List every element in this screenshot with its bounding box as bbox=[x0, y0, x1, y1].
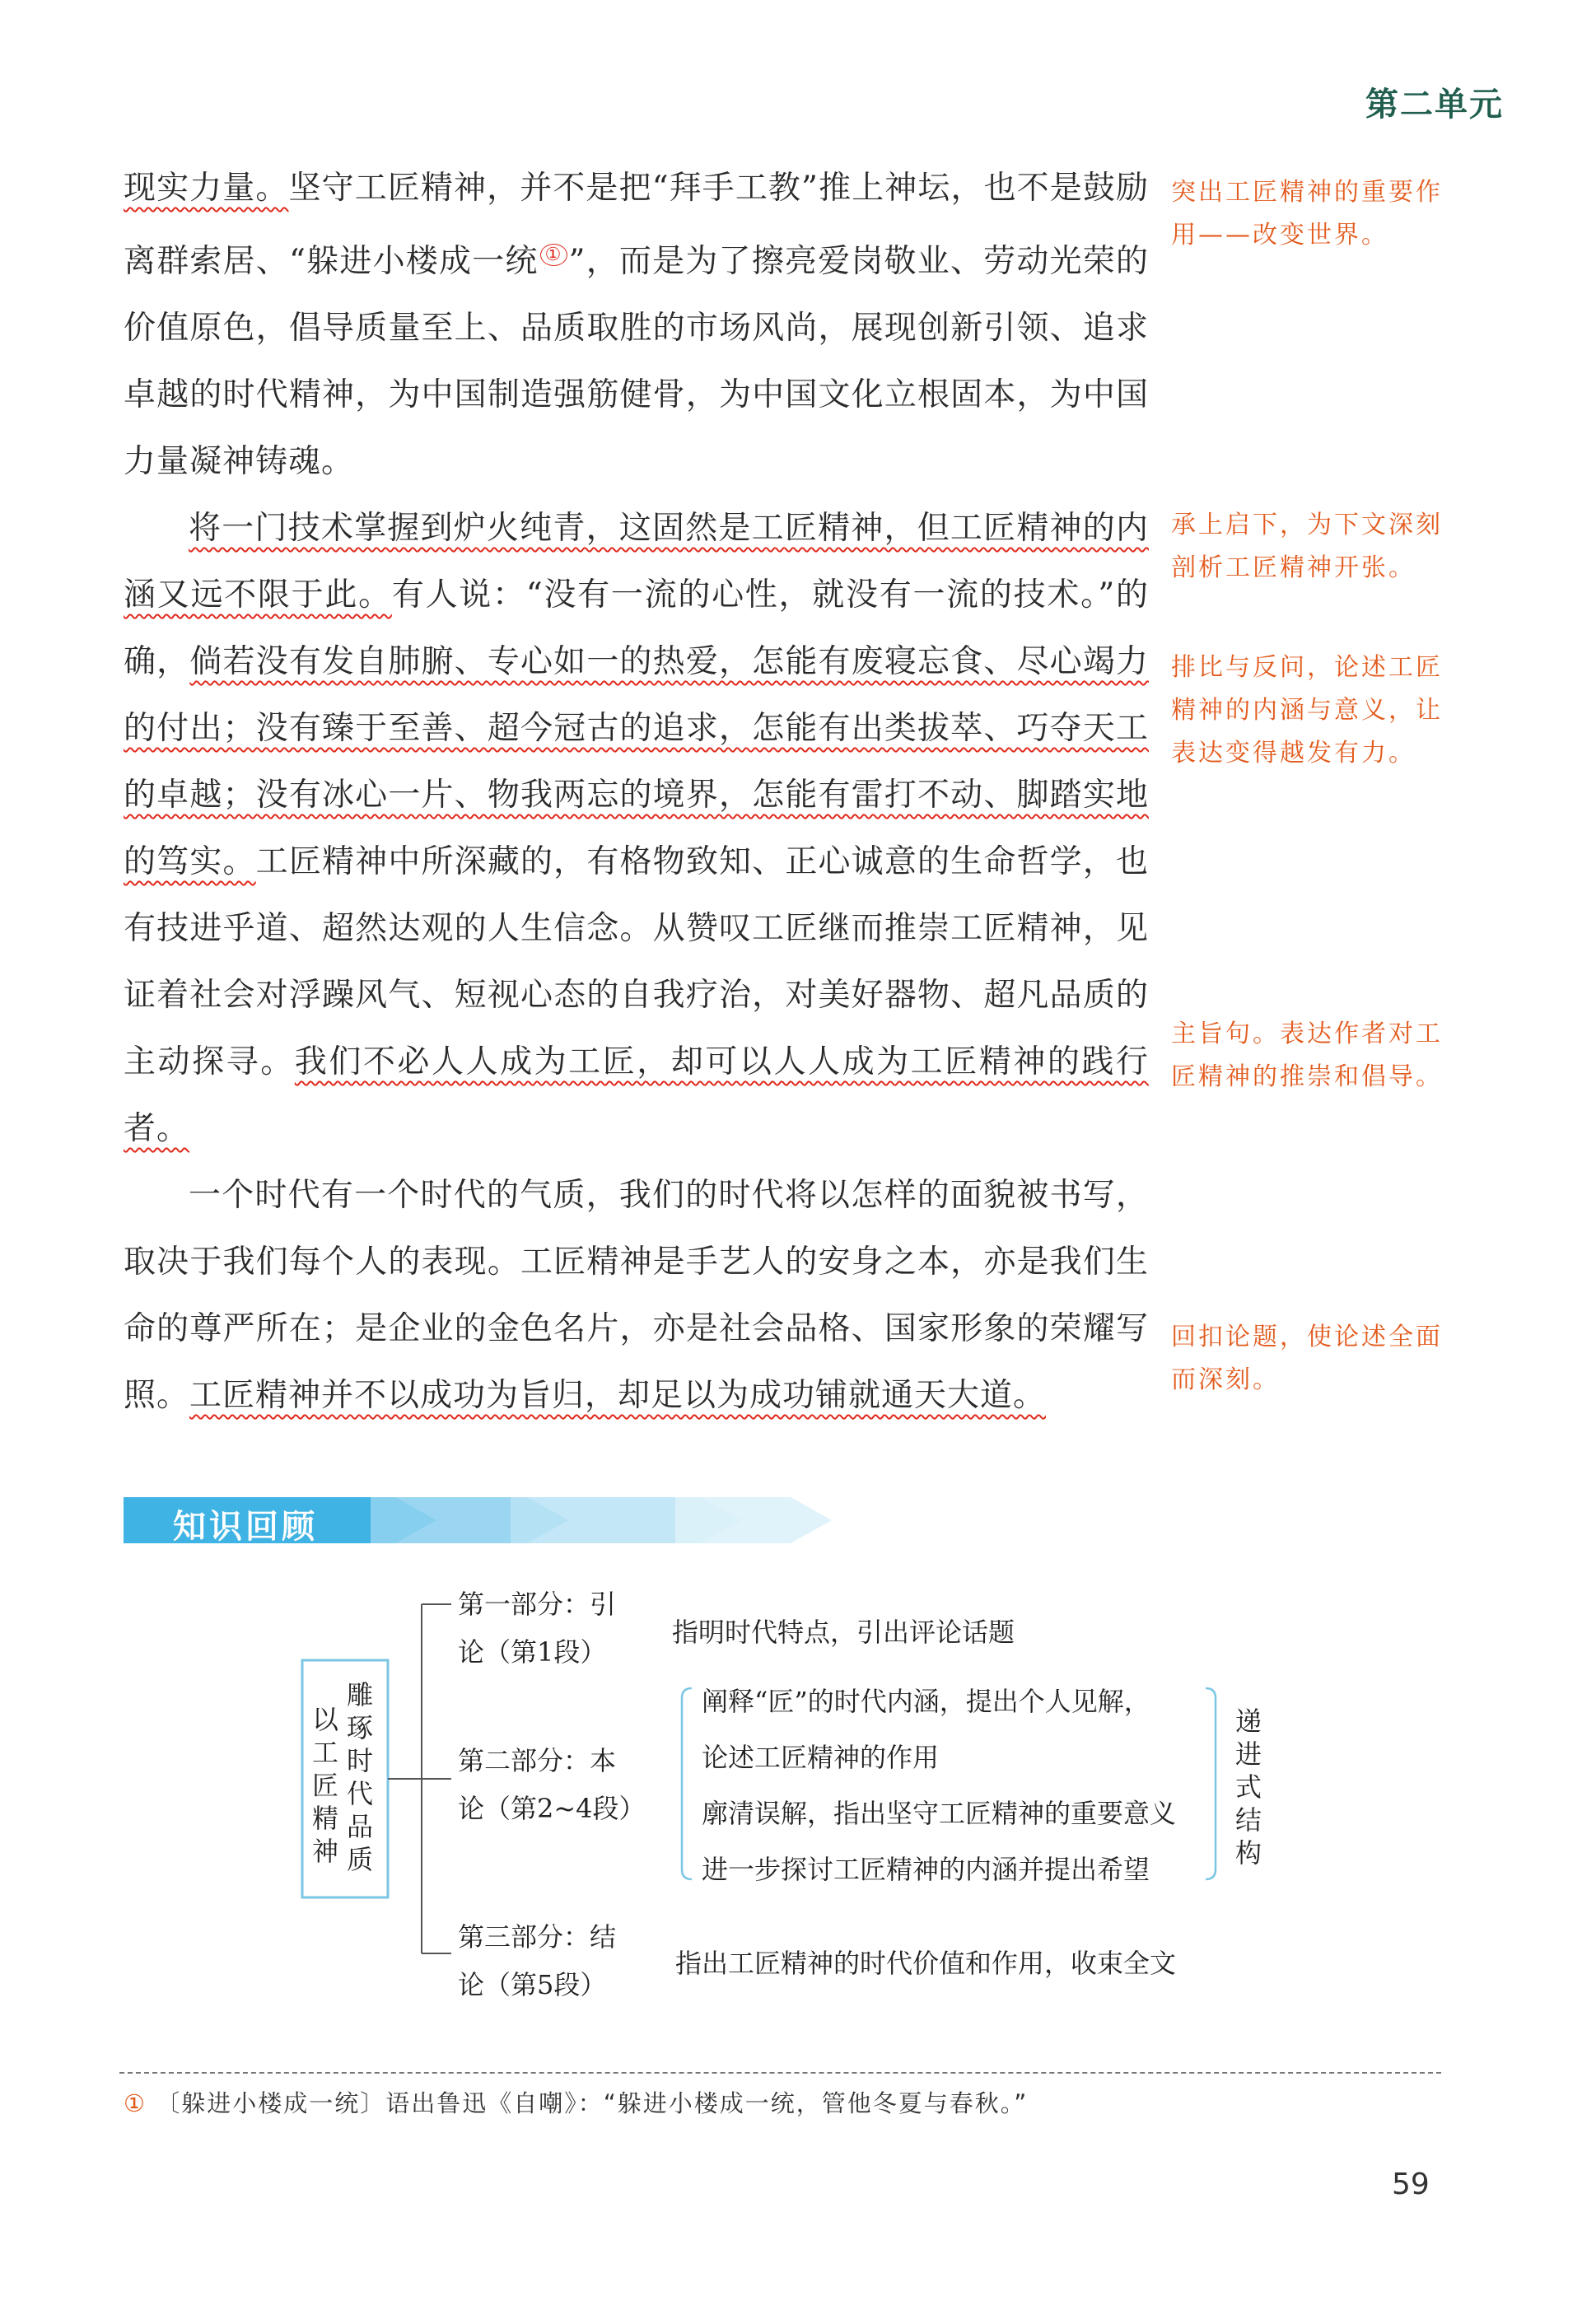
paragraph-3 bbox=[124, 1162, 1149, 1429]
margin-note: 承上启下，为下文深刻剖析工匠精神开张。 bbox=[1171, 511, 1443, 582]
paragraph-2 bbox=[124, 495, 1149, 1162]
page-number: 59 bbox=[1392, 2168, 1430, 2201]
paragraph-1 bbox=[124, 155, 1149, 495]
margin-note: 排比与反问，论述工匠精神的内涵与意义，让表达变得越发有力。 bbox=[1171, 653, 1443, 768]
underlined-sentence: 我们不必人人成为工匠，却可以人人成为工匠精神的践行者。 bbox=[124, 1043, 1149, 1147]
paragraph-text: 坚守工匠精神，并不是把“拜手工教”推上神坛，也不是鼓励离群索居、“躲进小楼成一统 bbox=[124, 170, 1149, 280]
footnote-divider bbox=[119, 2072, 1441, 2074]
section-title: 知识回顾 bbox=[173, 1508, 318, 1546]
footnote bbox=[124, 2085, 1028, 2119]
part3-label-2: 论（第5段） bbox=[458, 1969, 607, 2000]
part2-item: 论述工匠精神的作用 bbox=[702, 1742, 940, 1773]
part3-desc: 指出工匠精神的时代价值和作用，收束全文 bbox=[675, 1948, 1177, 1979]
underlined-sentence: 倘若没有发自肺腑、专心如一的热爱，怎能有废寝忘食、尽心竭力的付出；没有臻于至善、超今冠古的追求，怎能有出类拔萃、巧夺天工的卓越；没有冰心一片、物我两忘的境界，怎能有雷打不动、脚踏实地的笃实。 bbox=[124, 643, 1149, 880]
footnote-number: ① bbox=[124, 2089, 147, 2117]
paragraph-text: 一个时代有一个时代的气质，我们的时代将以怎样的面貌被书写，取决于我们每个人的表现。工匠精神是手艺人的安身之本，亦是我们生命的尊严所在；是企业的金色名片，亦是社会品格、国家形象的荣耀写照。 bbox=[124, 1177, 1149, 1414]
part2-item: 廓清误解，指出坚守工匠精神的重要意义 bbox=[702, 1798, 1177, 1829]
margin-note: 主旨句。表达作者对工匠精神的推崇和倡导。 bbox=[1171, 1020, 1443, 1091]
part1-desc: 指明时代特点，引出评论话题 bbox=[672, 1617, 1015, 1648]
part1-label-2: 论（第1段） bbox=[458, 1636, 607, 1668]
margin-note: 突出工匠精神的重要作用——改变世界。 bbox=[1171, 178, 1443, 250]
part2-item: 阐释“匠”的时代内涵，提出个人见解， bbox=[702, 1686, 1150, 1717]
diagram-root-col-a: 以工匠精神 bbox=[311, 1704, 338, 1867]
article-body bbox=[124, 155, 1149, 1429]
diagram-root-col-b: 雕琢时代品质 bbox=[346, 1679, 373, 1875]
part1-label: 第一部分：引 bbox=[458, 1589, 617, 1620]
paragraph-text: 有人说：“没有一流的心性，就没有一流的技术。”的确， bbox=[124, 576, 1149, 680]
part3-label: 第三部分：结 bbox=[458, 1921, 617, 1953]
underlined-sentence: 现实力量。 bbox=[124, 170, 289, 207]
paragraph-text: ”，而是为了擦亮爱岗敬业、劳动光荣的价值原色，倡导质量至上、品质取胜的市场风尚，展现创新引领、追求卓越的时代精神，为中国制造强筋健骨，为中国文化立根固本，为中国力量凝神铸魂。 bbox=[124, 243, 1149, 480]
part2-label-2: 论（第2~4段） bbox=[458, 1793, 646, 1824]
margin-note: 回扣论题，使论述全面而深刻。 bbox=[1171, 1323, 1443, 1394]
underlined-sentence: 将一门技术掌握到炉火纯青，这固然是工匠精神，但工匠精神的内涵又远不限于此。 bbox=[124, 510, 1149, 614]
underlined-sentence: 工匠精神并不以成功为旨归，却足以为成功铺就通天大道。 bbox=[189, 1377, 1047, 1414]
footnote-text: 〔躲进小楼成一统〕语出鲁迅《自嘲》：“躲进小楼成一统，管他冬夏与春秋。” bbox=[156, 2089, 1029, 2117]
structure-label: 递进式结构 bbox=[1234, 1706, 1262, 1869]
part2-label: 第二部分：本 bbox=[458, 1745, 617, 1776]
footnote-marker[interactable]: ① bbox=[540, 244, 567, 266]
unit-title: 第二单元 bbox=[1365, 86, 1504, 124]
part2-item: 进一步探讨工匠精神的内涵并提出希望 bbox=[702, 1854, 1150, 1885]
paragraph-text: 工匠精神中所深藏的，有格物致知、正心诚意的生命哲学，也有技进乎道、超然达观的人生信念。从赞叹工匠继而推崇工匠精神，见证着社会对浮躁风气、短视心态的自我疗治，对美好器物、超凡品质的主动探寻。 bbox=[124, 843, 1149, 1080]
